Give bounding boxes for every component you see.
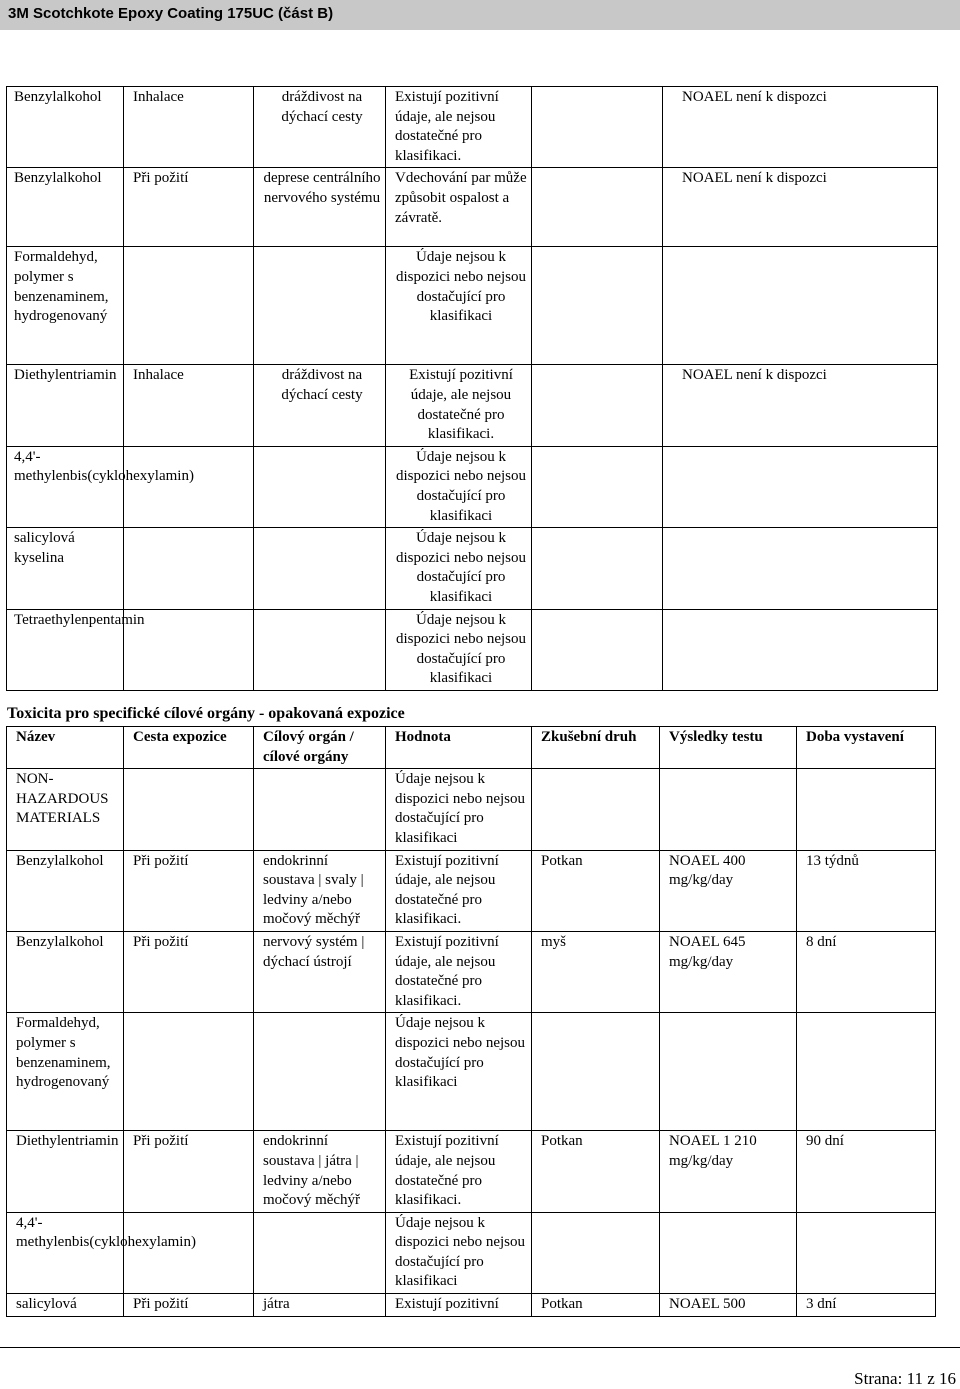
document-header	[0, 0, 960, 30]
table-row: Benzylalkohol Při požití nervový systém | dýchací ústrojí Existují pozitivní údaje, ale nejsou dostatečné pro klasifikaci. myš NOAEL 645 mg/kg/day 8 dní	[7, 931, 936, 1012]
table-row: salicylová kyselina Údaje nejsou k dispozici nebo nejsou dostačující pro klasifikaci	[7, 528, 938, 609]
column-header: Zkušební druh	[532, 727, 660, 769]
table-row: Benzylalkohol Při požití deprese centrálního nervového systému Vdechování par může způsobit ospalost a závratě. NOAEL není k dispozci	[7, 168, 938, 247]
table-row: 4,4'-methylenbis(cyklohexylamin) Údaje nejsou k dispozici nebo nejsou dostačující pro klasifikaci	[7, 446, 938, 527]
table-row: Benzylalkohol Při požití endokrinní soustava | svaly | ledviny a/nebo močový měchýř Existují pozitivní údaje, ale nejsou dostatečné pro klasifikaci. Potkan NOAEL 400 mg/kg/day 13 týdnů	[7, 850, 936, 931]
table-row: Tetraethylenpentamin Údaje nejsou k dispozici nebo nejsou dostačující pro klasifikaci	[7, 609, 938, 690]
table-row: Benzylalkohol Inhalace dráždivost na dýchací cesty Existují pozitivní údaje, ale nejsou dostatečné pro klasifikaci. NOAEL není k dispozci	[7, 87, 938, 168]
single-exposure-toxicity-table	[6, 86, 938, 691]
column-header: Hodnota	[386, 727, 532, 769]
page-number: Strana: 11 z 16	[854, 1369, 956, 1388]
section-title: Toxicita pro specifické cílové orgány - opakovaná expozice	[7, 705, 405, 722]
column-header: Cílový orgán / cílové orgány	[254, 727, 386, 769]
table-row: Formaldehyd, polymer s benzenaminem, hydrogenovaný Údaje nejsou k dispozici nebo nejsou dostačující pro klasifikaci	[7, 247, 938, 365]
table-row: Formaldehyd, polymer s benzenaminem, hydrogenovaný Údaje nejsou k dispozici nebo nejsou dostačující pro klasifikaci	[7, 1013, 936, 1131]
repeated-exposure-toxicity-table	[6, 726, 936, 1317]
table-row: Diethylentriamin Inhalace dráždivost na dýchací cesty Existují pozitivní údaje, ale nejsou dostatečné pro klasifikaci. NOAEL není k dispozci	[7, 365, 938, 446]
table-row: salicylová Při požití játra Existují pozitivní Potkan NOAEL 500 3 dní	[7, 1294, 936, 1317]
table-row: Diethylentriamin Při požití endokrinní soustava | játra | ledviny a/nebo močový měchýř Existují pozitivní údaje, ale nejsou dostatečné pro klasifikaci. Potkan NOAEL 1 210 mg/kg/day 90 dní	[7, 1131, 936, 1212]
column-header: Cesta expozice	[124, 727, 254, 769]
column-header: Název	[7, 727, 124, 769]
table-header-row	[7, 727, 936, 769]
column-header: Výsledky testu	[660, 727, 797, 769]
footer-divider	[0, 1347, 960, 1348]
document-title: 3M Scotchkote Epoxy Coating 175UC (část B)	[8, 5, 334, 22]
table-row: 4,4'-methylenbis(cyklohexylamin) Údaje nejsou k dispozici nebo nejsou dostačující pro klasifikaci	[7, 1212, 936, 1293]
column-header: Doba vystavení	[797, 727, 936, 769]
table-row: NON-HAZARDOUS MATERIALS Údaje nejsou k dispozici nebo nejsou dostačující pro klasifikaci	[7, 769, 936, 850]
